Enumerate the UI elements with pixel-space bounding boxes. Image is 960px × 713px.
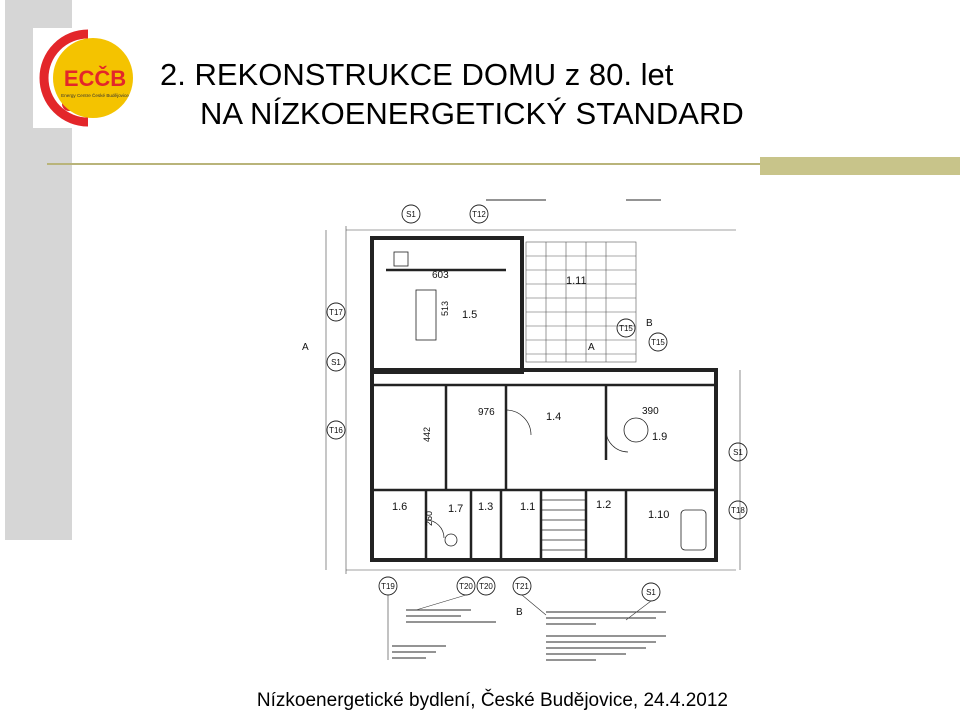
tag: T16	[329, 426, 343, 435]
room-label: 1.9	[652, 431, 668, 443]
title-line-2: NA NÍZKOENERGETICKÝ STANDARD	[200, 96, 744, 131]
dimension-label: 603	[432, 270, 449, 281]
floor-plan-drawing	[296, 190, 756, 670]
tag: S1	[733, 448, 743, 457]
room-label: 1.11	[566, 275, 587, 287]
energy-centre-logo	[33, 28, 143, 128]
tag: T19	[381, 582, 395, 591]
tag: T17	[329, 308, 343, 317]
room-label: 1.5	[462, 309, 478, 321]
slide-footer: Nízkoenergetické bydlení, České Budějovice, 24.4.2012	[256, 690, 728, 711]
tag: T15	[619, 324, 633, 333]
tag: T15	[651, 338, 665, 347]
section-mark: B	[516, 607, 523, 618]
tag: S1	[646, 588, 656, 597]
room-label: 1.7	[448, 503, 464, 515]
room-label: 1.10	[648, 509, 670, 521]
logo-tagline: Energy Centre České Budějovice	[61, 93, 129, 98]
room-label: 1.4	[546, 411, 562, 423]
tag: S1	[406, 210, 416, 219]
tag: S1	[331, 358, 341, 367]
tag: T20	[479, 582, 493, 591]
tag: T20	[459, 582, 473, 591]
section-mark: A	[302, 342, 309, 353]
section-mark: A	[588, 342, 595, 353]
room-label: 1.6	[392, 501, 408, 513]
logo-abbr: ECČB	[63, 66, 127, 91]
room-code: 390	[642, 406, 659, 417]
tag: T21	[515, 582, 529, 591]
room-code: 513	[440, 300, 450, 316]
room-label: 1.2	[596, 499, 612, 511]
header-rule	[47, 163, 760, 165]
room-code: 976	[478, 407, 495, 418]
room-code: 260	[424, 510, 434, 526]
header-rule-accent	[760, 157, 960, 175]
dimension-label: 442	[422, 426, 432, 442]
room-label: 1.3	[478, 501, 494, 513]
room-label: 1.1	[520, 501, 536, 513]
section-mark: B	[646, 318, 653, 329]
title-line-1: 2. REKONSTRUKCE DOMU z 80. let	[160, 57, 674, 92]
slide-title	[160, 55, 940, 133]
tag: T18	[731, 506, 745, 515]
tag: T12	[472, 210, 486, 219]
